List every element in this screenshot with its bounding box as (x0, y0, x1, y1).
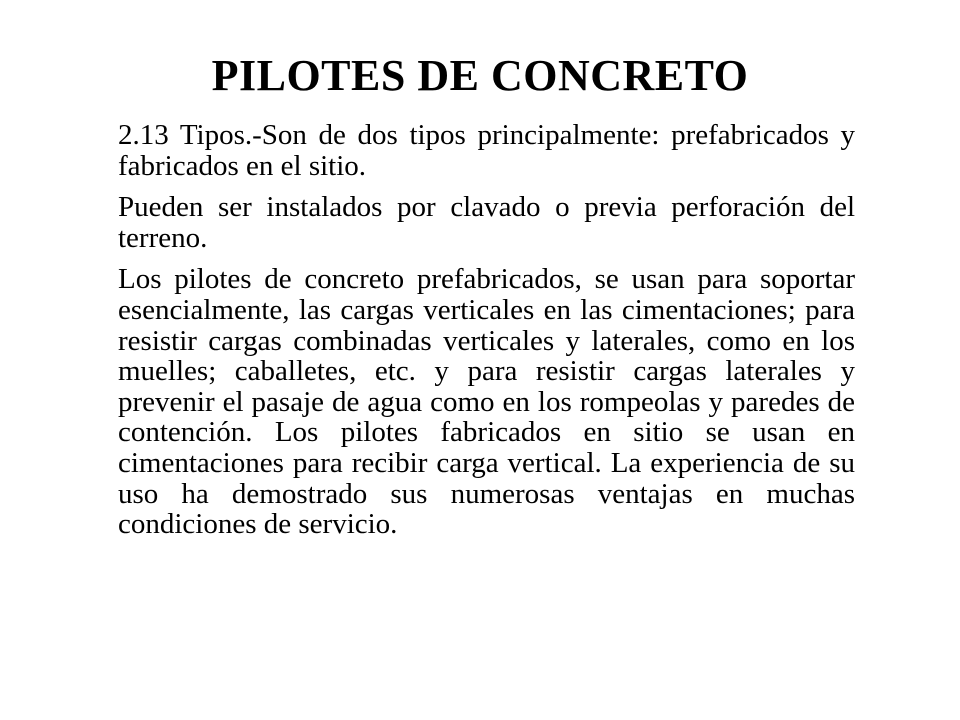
slide-title: PILOTES DE CONCRETO (211, 51, 749, 100)
slide-body (118, 120, 855, 551)
paragraph-instalacion: Pueden ser instalados por clavado o previa perforación del terreno. (118, 191, 855, 254)
paragraph-usos: Los pilotes de concreto prefabricados, se usan para soportar esencialmente, las cargas verticales en las cimentaciones; para resistir cargas combinadas verticales y laterales, como en los muelles; caballetes, etc. y para resistir cargas laterales y prevenir el pasaje de agua como en los rompeolas y paredes de contención. Los pilotes fabricados en sitio se usan en cimentaciones para recibir carga vertical. La experiencia de su uso ha demostrado sus numerosas ventajas en muchas condiciones de servicio. (118, 263, 855, 541)
paragraph-tipos: 2.13 Tipos.-Son de dos tipos principalmente: prefabricados y fabricados en el sitio. (118, 119, 855, 182)
